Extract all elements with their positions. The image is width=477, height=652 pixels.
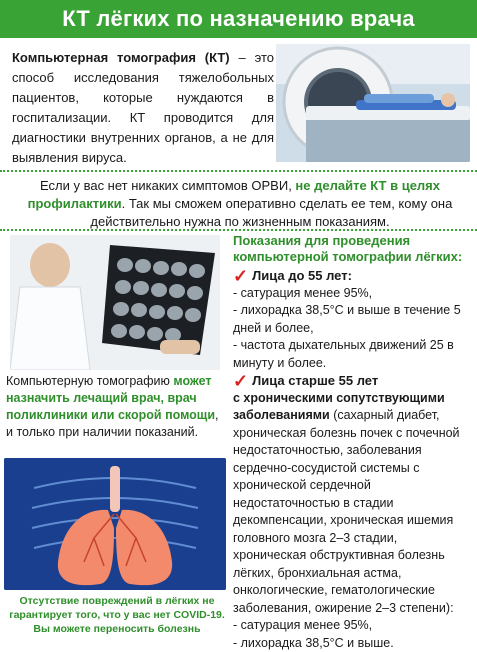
who-prescribes-text: Компьютерную томографию может назначить лечащий врач, врач поликлиники или скорой помощи, и только при наличии показаний.	[6, 373, 228, 441]
list-item: - сатурация менее 95%,	[233, 285, 471, 303]
no-symptoms-notice: Если у вас нет никаких симптомов ОРВИ, не делайте КТ в целях профилактики. Так мы сможем оперативно сделать ее тем, кому она действительно нужна по жизненным показаниям.	[14, 177, 466, 231]
notice-highlight: не делайте КТ в целях профилактики	[28, 178, 440, 211]
list-item: - лихорадка 38,5°С и выше.	[233, 635, 471, 652]
list-item: - лихорадка 38,5°С и выше в течение 5 дней и более,	[233, 302, 471, 337]
doctor-xray-photo	[10, 235, 220, 370]
list-item: - сатурация менее 95%,	[233, 617, 471, 635]
header-banner	[0, 0, 477, 38]
page-title: КТ лёгких по назначению врача	[62, 6, 415, 32]
intro-text	[12, 48, 274, 168]
who-highlight: может назначить лечащий врач, врач поликлиники или скорой помощи	[6, 374, 215, 422]
group-under-55: ✓ Лица до 55 лет:	[233, 267, 471, 285]
checkmark-icon: ✓	[233, 268, 248, 284]
lungs-illustration	[4, 458, 226, 590]
ct-scanner-photo	[276, 44, 470, 162]
ct-indications	[233, 233, 471, 652]
divider-top	[0, 170, 477, 172]
divider-middle	[0, 229, 477, 231]
group-over-55: ✓ Лица старше 55 лет	[233, 372, 471, 390]
indications-title: Показания для проведения компьютерной томографии лёгких:	[233, 233, 471, 265]
checkmark-icon: ✓	[233, 373, 248, 389]
lungs-caption: Отсутствие повреждений в лёгких не гарантирует того, что у вас нет COVID-19. Вы можете переносить болезнь	[6, 594, 228, 636]
ct-term: Компьютерная томография (КТ)	[12, 50, 230, 65]
list-item: - частота дыхательных движений 25 в минуту и более.	[233, 337, 471, 372]
chronic-diseases-text: с хроническими сопутствующими заболеваниями (сахарный диабет, хроническая болезнь почек с почечной недостаточностью, заболевания сердечно-сосудистой системы с хронической сердечной недостаточностью в стадии декомпенсации, хроническая ишемия головного мозга 2–3 стадии, хроническая обструктивная болезнь лёгких, бронхиальная астма, онкологические, гематологические заболевания, ожирение 2–3 степени):	[233, 390, 471, 618]
ct-definition: – это способ исследования тяжелобольных пациентов, которые нуждаются в госпитализации. КТ проводится для диагностики внутренних органов, а не для выявления вируса.	[12, 50, 274, 165]
